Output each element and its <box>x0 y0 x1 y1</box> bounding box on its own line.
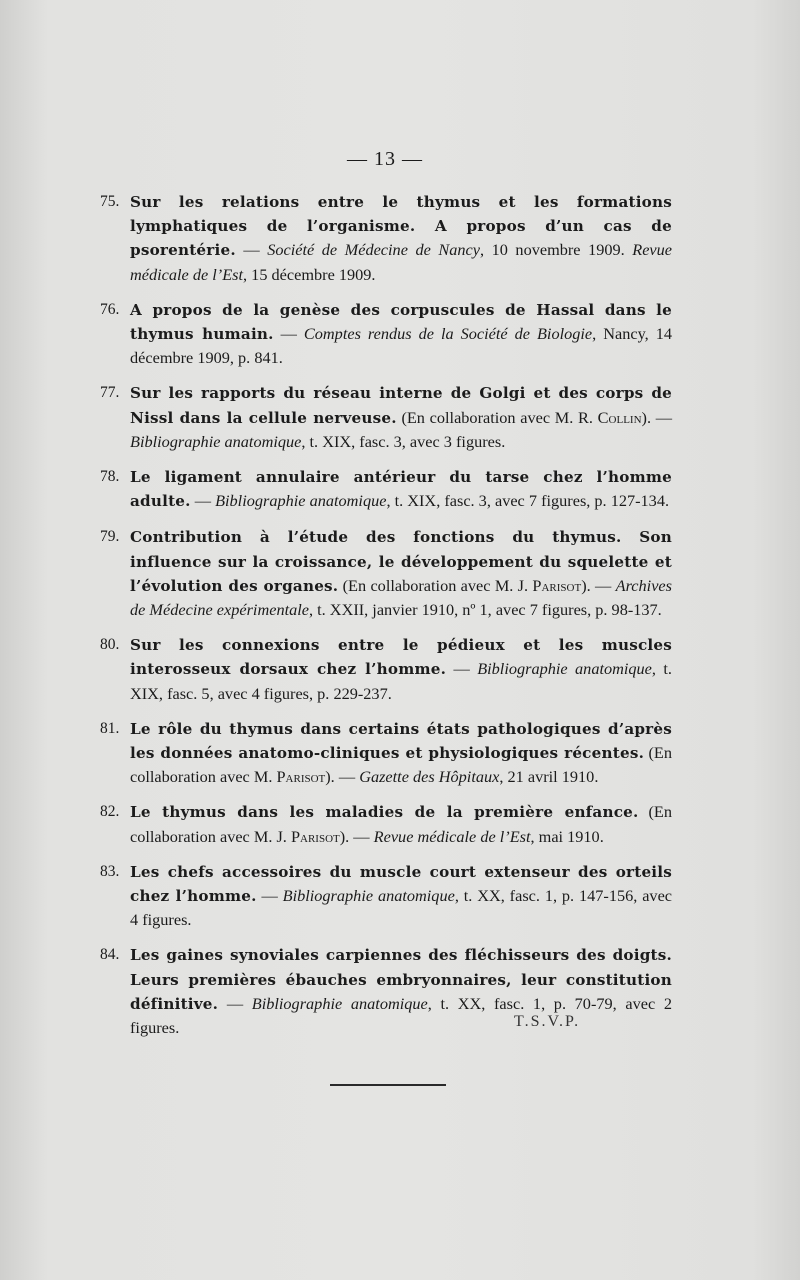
entry-separator: — <box>446 659 478 679</box>
entry-number: 78. <box>100 468 120 486</box>
entry-title: Sur les connexions entre le pédieux et les muscles interosseux dorsaux chez l’homme. <box>130 636 672 679</box>
entry-separator: ). — <box>641 407 673 427</box>
entry-collaboration: (En collaboration avec M. J. <box>130 802 672 846</box>
entry-number: 76. <box>100 300 120 318</box>
entry-separator: — <box>273 324 304 344</box>
entry-coauthor: Parisot <box>276 767 326 787</box>
entry-journal: Bibliographie anatomique <box>130 431 302 451</box>
entry-journal: Revue médicale de l’Est <box>373 826 531 846</box>
bibliography-entry <box>100 860 672 932</box>
entry-title: Le rôle du thymus dans certains états pathologiques d’après les données anatomo-cliniques et physiologiques récentes. <box>130 719 672 763</box>
entry-title: Contribution à l’étude des fonctions du thymus. Son influence sur la croissance, le développement du squelette et l’évolution des organes. <box>130 528 672 595</box>
end-rule-divider <box>330 1084 446 1086</box>
entry-details: , t. XIX, fasc. 3, avec 3 figures. <box>301 431 506 451</box>
entry-number: 81. <box>100 719 120 737</box>
entry-journal: Archives de Médecine expérimentale <box>130 575 672 620</box>
entry-details: , Nancy, 14 décembre 1909, p. 841. <box>130 324 672 368</box>
bibliography-entry <box>100 298 672 370</box>
entry-title: Les chefs accessoires du muscle court extenseur des orteils chez l’homme. <box>130 862 672 906</box>
entry-details: , t. XXII, janvier 1910, nº 1, avec 7 figures, p. 98-137. <box>309 600 662 620</box>
bibliography-entry <box>100 633 672 705</box>
entry-details: , t. XX, fasc. 1, p. 70-79, avec 2 figures. <box>130 993 673 1038</box>
entry-number: 80. <box>100 636 120 654</box>
entry-separator: — <box>218 993 252 1013</box>
entry-title: Sur les relations entre le thymus et les formations lymphatiques de l’organisme. A propos d’un cas de psorentérie. <box>130 193 672 260</box>
entry-journal: Gazette des Hôpitaux <box>359 767 500 787</box>
entry-journal: Bibliographie anatomique <box>215 491 387 511</box>
entry-separator: ). — <box>581 575 616 595</box>
bibliography-entry <box>100 190 672 286</box>
entry-journal: Bibliographie anatomique <box>282 886 455 906</box>
bibliography-entry <box>100 943 672 1039</box>
entry-collaboration: (En collaboration avec M. J. <box>338 575 533 595</box>
entry-details-2: , 15 décembre 1909. <box>243 264 376 284</box>
entry-details: , 10 novembre 1909. <box>479 240 633 260</box>
entry-number: 82. <box>100 803 120 821</box>
entry-title: Sur les rapports du réseau interne de Golgi et des corps de Nissl dans la cellule nerveuse. <box>130 384 672 427</box>
entry-journal: Bibliographie anatomique <box>251 993 428 1013</box>
entry-title: Le thymus dans les maladies de la première enfance. <box>130 803 639 822</box>
entry-separator: — <box>256 886 283 906</box>
entry-number: 84. <box>100 946 120 964</box>
handwritten-initials: T.S.V.P. <box>514 1013 581 1030</box>
entry-number: 83. <box>100 862 120 880</box>
entry-details: , mai 1910. <box>530 826 604 846</box>
entry-journal: Bibliographie anatomique <box>477 659 652 679</box>
entry-separator: ). — <box>339 826 374 846</box>
entry-coauthor: Parisot <box>290 826 340 846</box>
entry-coauthor: Parisot <box>532 575 582 595</box>
bibliography-entry <box>100 465 672 513</box>
entry-separator: ). — <box>325 767 360 787</box>
entry-journal-2: Revue médicale de l’Est <box>130 240 673 284</box>
entry-coauthor: Collin <box>597 407 642 427</box>
entry-separator: — <box>190 491 216 511</box>
bibliography-entry <box>100 717 672 789</box>
bibliography-entry <box>100 381 672 453</box>
entry-separator: — <box>235 240 268 260</box>
entry-title: Les gaines synoviales carpiennes des fléchisseurs des doigts. Leurs premières ébauches embryonnaires, leur constitution définitive. <box>130 946 672 1013</box>
bibliography-list <box>100 190 672 1051</box>
entry-details: , 21 avril 1910. <box>499 767 599 787</box>
entry-collaboration: (En collaboration avec M. <box>130 743 672 787</box>
page-number: — 13 — <box>347 148 423 170</box>
entry-title: Le ligament annulaire antérieur du tarse chez l’homme adulte. <box>130 468 672 511</box>
bibliography-entry <box>100 525 672 621</box>
bibliography-entry <box>100 800 672 847</box>
entry-collaboration: (En collaboration avec M. R. <box>396 407 598 427</box>
entry-details: , t. XIX, fasc. 5, avec 4 figures, p. 229-237. <box>130 659 672 703</box>
entry-journal: Comptes rendus de la Société de Biologie <box>303 324 593 344</box>
entry-number: 75. <box>100 193 120 210</box>
entry-title: A propos de la genèse des corpuscules de Hassal dans le thymus humain. <box>130 300 672 344</box>
entry-journal: Société de Médecine de Nancy <box>267 240 480 260</box>
entry-details: , t. XX, fasc. 1, p. 147-156, avec 4 figures. <box>130 886 673 930</box>
entry-number: 77. <box>100 384 120 402</box>
entry-details: , t. XIX, fasc. 3, avec 7 figures, p. 127-134. <box>386 491 670 511</box>
entry-number: 79. <box>100 528 120 546</box>
